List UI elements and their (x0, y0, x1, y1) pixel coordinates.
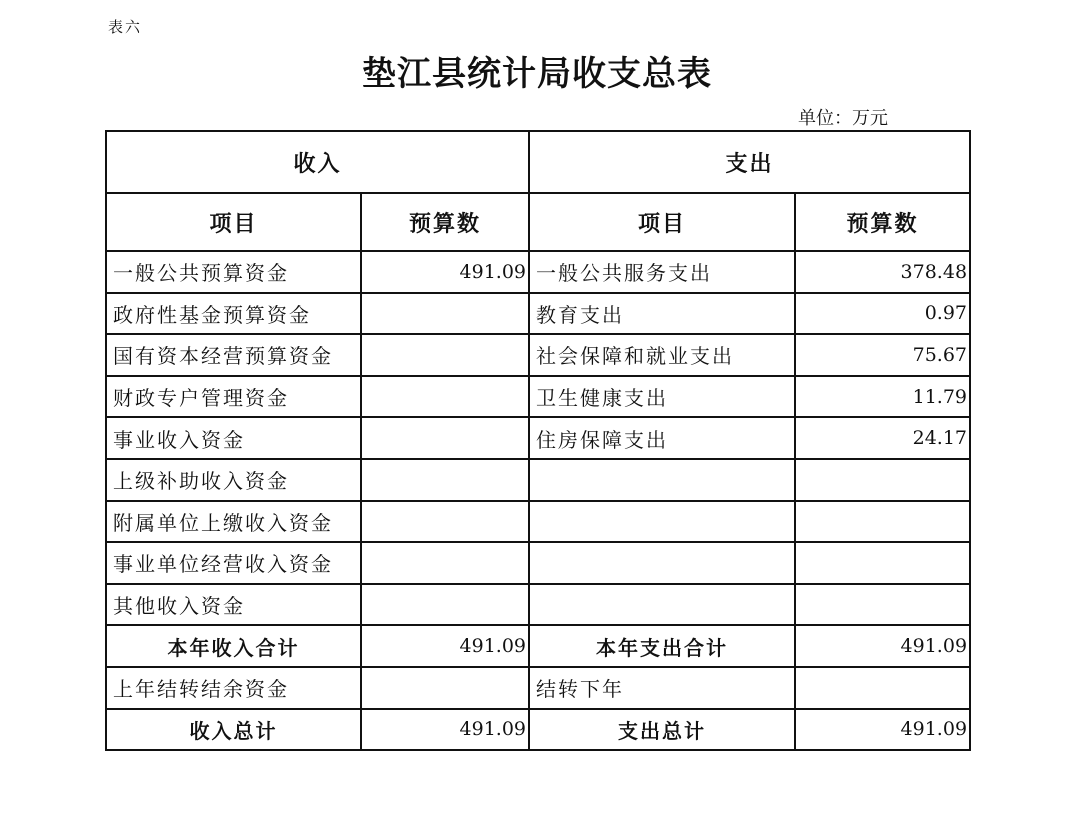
income-budget-header: 预算数 (361, 193, 529, 251)
income-value-cell: 491.09 (361, 251, 529, 293)
expense-value-cell: 11.79 (795, 376, 970, 418)
expense-carryover-label: 结转下年 (529, 667, 795, 709)
expense-value-cell (795, 542, 970, 584)
income-value-cell (361, 293, 529, 335)
expense-budget-header: 预算数 (795, 193, 970, 251)
income-item-header: 项目 (106, 193, 361, 251)
table-row (106, 251, 970, 293)
income-carryover-value (361, 667, 529, 709)
section-header-row (106, 131, 970, 193)
expense-item-cell (529, 542, 795, 584)
income-item-cell: 上级补助收入资金 (106, 459, 361, 501)
table-row (106, 376, 970, 418)
column-header-row (106, 193, 970, 251)
income-value-cell (361, 542, 529, 584)
expense-item-cell (529, 459, 795, 501)
income-year-total-label: 本年收入合计 (106, 625, 361, 667)
income-carryover-label: 上年结转结余资金 (106, 667, 361, 709)
expense-grand-total-label: 支出总计 (529, 709, 795, 751)
expense-value-cell: 75.67 (795, 334, 970, 376)
budget-table (105, 130, 971, 751)
income-value-cell (361, 376, 529, 418)
table-row (106, 501, 970, 543)
expense-item-cell: 教育支出 (529, 293, 795, 335)
income-value-cell (361, 459, 529, 501)
income-grand-total-label: 收入总计 (106, 709, 361, 751)
expense-value-cell: 0.97 (795, 293, 970, 335)
expense-year-total-value: 491.09 (795, 625, 970, 667)
table-row (106, 417, 970, 459)
table-row (106, 334, 970, 376)
income-year-total-value: 491.09 (361, 625, 529, 667)
income-item-cell: 事业收入资金 (106, 417, 361, 459)
table-row (106, 459, 970, 501)
expense-year-total-label: 本年支出合计 (529, 625, 795, 667)
expense-carryover-value (795, 667, 970, 709)
expense-value-cell (795, 584, 970, 626)
expense-value-cell (795, 459, 970, 501)
table-row (106, 584, 970, 626)
income-section-header: 收入 (106, 131, 529, 193)
carryover-row (106, 667, 970, 709)
expense-item-cell: 住房保障支出 (529, 417, 795, 459)
income-item-cell: 附属单位上缴收入资金 (106, 501, 361, 543)
income-item-cell: 一般公共预算资金 (106, 251, 361, 293)
income-value-cell (361, 501, 529, 543)
income-item-cell: 政府性基金预算资金 (106, 293, 361, 335)
page-title: 垫江县统计局收支总表 (362, 54, 712, 94)
expense-item-cell: 一般公共服务支出 (529, 251, 795, 293)
expense-item-cell (529, 501, 795, 543)
income-value-cell (361, 417, 529, 459)
table-row (106, 293, 970, 335)
income-item-cell: 其他收入资金 (106, 584, 361, 626)
year-total-row (106, 625, 970, 667)
grand-total-row (106, 709, 970, 751)
income-item-cell: 国有资本经营预算资金 (106, 334, 361, 376)
expense-item-cell (529, 584, 795, 626)
income-value-cell (361, 584, 529, 626)
income-item-cell: 财政专户管理资金 (106, 376, 361, 418)
expense-grand-total-value: 491.09 (795, 709, 970, 751)
expense-section-header: 支出 (529, 131, 970, 193)
unit-label: 单位：万元 (798, 108, 888, 129)
expense-value-cell (795, 501, 970, 543)
table-row (106, 542, 970, 584)
expense-item-header: 项目 (529, 193, 795, 251)
income-item-cell: 事业单位经营收入资金 (106, 542, 361, 584)
income-value-cell (361, 334, 529, 376)
income-grand-total-value: 491.09 (361, 709, 529, 751)
table-number-label: 表六 (108, 18, 143, 36)
expense-item-cell: 卫生健康支出 (529, 376, 795, 418)
expense-value-cell: 24.17 (795, 417, 970, 459)
expense-item-cell: 社会保障和就业支出 (529, 334, 795, 376)
expense-value-cell: 378.48 (795, 251, 970, 293)
